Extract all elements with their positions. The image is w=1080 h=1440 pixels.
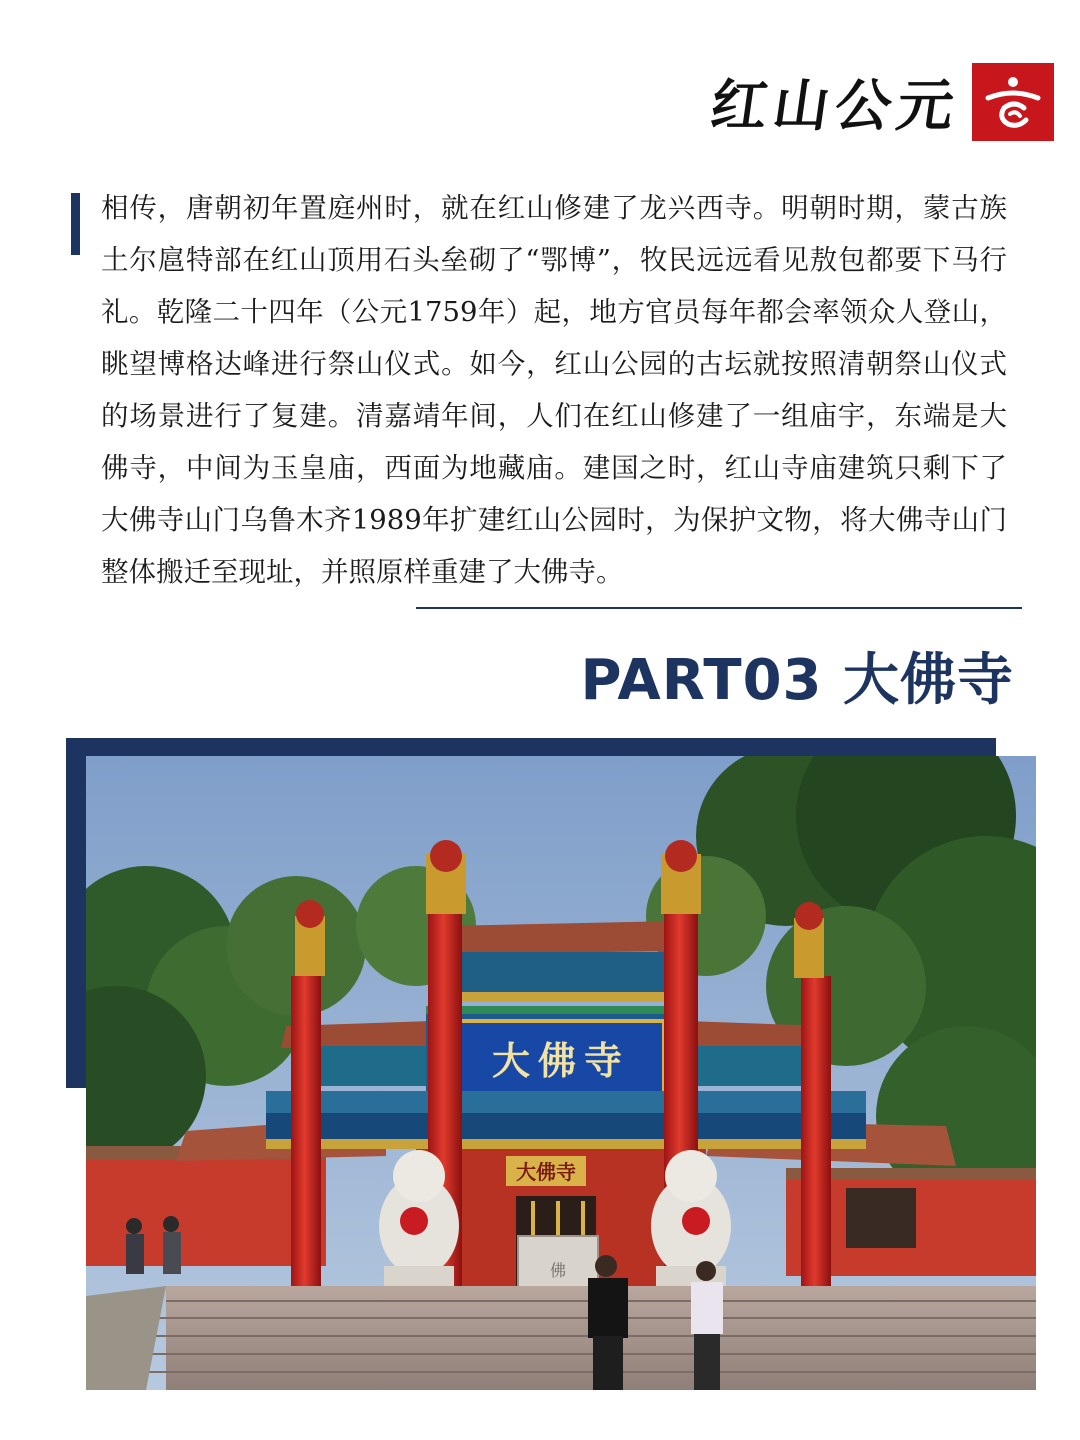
temple-gate-photo (86, 756, 1036, 1390)
section-title: PART03 大佛寺 (580, 648, 1014, 713)
gate-plaque: 大佛寺 (491, 1038, 631, 1083)
incense-burner-label: 佛 (549, 1261, 567, 1280)
section-divider (416, 607, 1022, 609)
inner-hall-plaque: 大佛寺 (516, 1160, 576, 1184)
paragraph-accent-bar (71, 193, 80, 255)
brand-name: 红山公元 (706, 73, 965, 139)
article-paragraph: 相传，唐朝初年置庭州时，就在红山修建了龙兴西寺。明朝时期，蒙古族土尔扈特部在红山顶用石头垒砌了“鄂博”，牧民远远看见敖包都要下马行礼。乾隆二十四年（公元1759年）起，地方官员每年都会率领众人登山，眺望博格达峰进行祭山仪式。如今，红山公园的古坛就按照清朝祭山仪式的场景进行了复建。清嘉靖年间，人们在红山修建了一组庙宇，东端是大佛寺，中间为玉皇庙，西面为地藏庙。建国之时，红山寺庙建筑只剩下了大佛寺山门乌鲁木齐1989年扩建红山公园时，为保护文物，将大佛寺山门整体搬迁至现址，并照原样重建了大佛寺。 (101, 192, 1007, 588)
red-square-swirl-logo-icon (972, 63, 1054, 141)
brand-header (706, 62, 1054, 142)
